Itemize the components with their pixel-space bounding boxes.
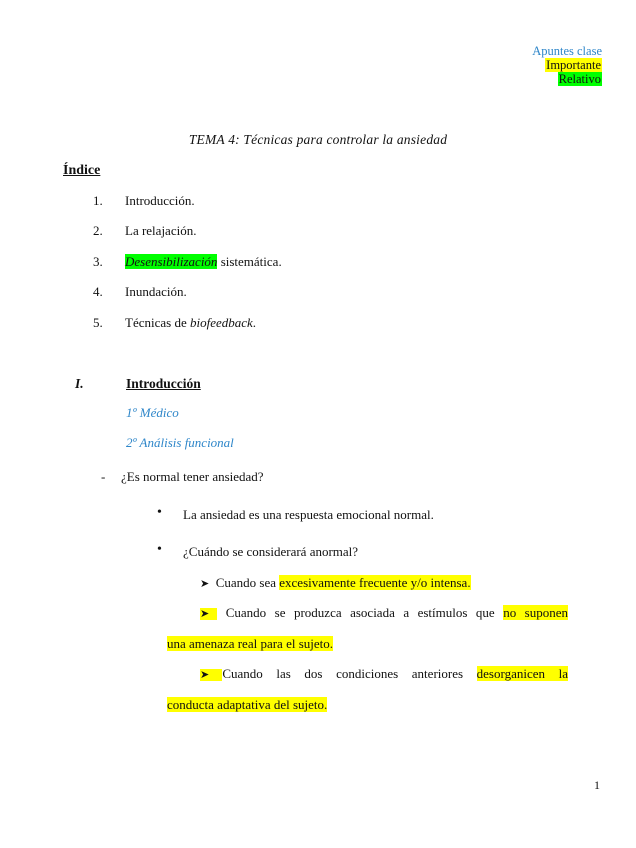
index-item-biofeedback: Técnicas de biofeedback.	[125, 315, 257, 330]
question-text: ¿Es normal tener ansiedad?	[121, 469, 264, 484]
index-num: 3.	[93, 254, 103, 269]
bullet-text: La ansiedad es una respuesta emocional normal.	[183, 507, 434, 522]
bullet-icon: •	[157, 542, 162, 557]
bullet-text: ¿Cuándo se considerará anormal?	[183, 544, 359, 559]
dash-marker: -	[101, 469, 106, 484]
index-item-inundacion: Inundación.	[125, 284, 187, 299]
criterion-2-cont: una amenaza real para el sujeto.	[167, 636, 334, 651]
criterion-1: ➤ Cuando sea excesivamente frecuente y/o intensa.	[200, 575, 471, 590]
arrow-bullet-icon: ➤	[200, 608, 218, 620]
note-medico: 1º Médico	[126, 405, 179, 420]
arrow-bullet-icon: ➤	[200, 578, 210, 590]
criterion-3-cont: conducta adaptativa del sujeto.	[167, 697, 328, 712]
page-number: 1	[594, 778, 600, 792]
index-heading: Índice	[63, 163, 101, 178]
index-num: 4.	[93, 284, 103, 299]
section-title: Introducción	[126, 376, 201, 391]
legend-important: Importante	[546, 58, 601, 72]
legend-relative: Relativo	[558, 72, 601, 86]
arrow-bullet-icon: ➤	[200, 669, 223, 681]
index-num: 5.	[93, 315, 103, 330]
index-item-desensibilizacion: Desensibilización sistemática.	[125, 254, 282, 269]
index-num: 2.	[93, 223, 103, 238]
criterion-3: ➤ Cuando las dos condiciones anteriores desorganicen la	[200, 666, 568, 681]
criterion-2: ➤ Cuando se produzca asociada a estímulos que no suponen	[200, 605, 569, 620]
index-num: 1.	[93, 193, 103, 208]
index-item-relajacion: La relajación.	[125, 223, 197, 238]
bullet-icon: •	[157, 505, 162, 520]
legend-notes: Apuntes clase	[532, 44, 602, 58]
index-item-introduccion: Introducción.	[125, 193, 195, 208]
document-title: TEMA 4: Técnicas para controlar la ansiedad	[188, 132, 448, 147]
note-analisis-funcional: 2º Análisis funcional	[126, 435, 234, 450]
section-number: I.	[75, 376, 84, 391]
